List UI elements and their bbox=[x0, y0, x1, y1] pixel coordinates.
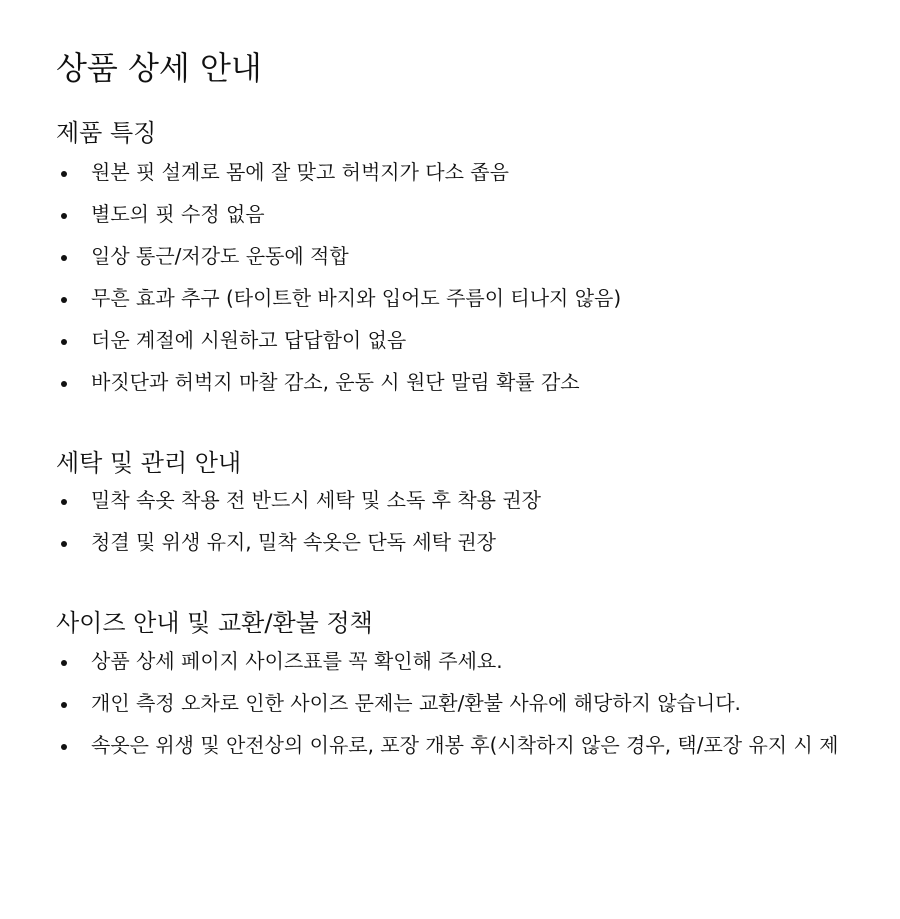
list-item-text: 별도의 핏 수정 없음 bbox=[91, 202, 265, 226]
list-item-text: 밀착 속옷 착용 전 반드시 세탁 및 소독 후 착용 권장 bbox=[91, 488, 541, 512]
bullet-icon bbox=[61, 381, 67, 387]
bullet-icon bbox=[61, 744, 67, 750]
list-item-text: 원본 핏 설계로 몸에 잘 맞고 허벅지가 다소 좁음 bbox=[91, 160, 509, 184]
list-item-text: 무흔 효과 추구 (타이트한 바지와 입어도 주름이 티나지 않음) bbox=[91, 286, 622, 310]
bullet-icon bbox=[61, 660, 67, 666]
bullet-icon bbox=[61, 339, 67, 345]
section-heading-features: 제품 특징 bbox=[56, 119, 157, 147]
list-item-text: 개인 측정 오차로 인한 사이즈 문제는 교환/환불 사유에 해당하지 않습니다. bbox=[91, 691, 741, 715]
bullet-icon bbox=[61, 702, 67, 708]
list-item-text: 속옷은 위생 및 안전상의 이유로, 포장 개봉 후(시착하지 않은 경우, 택/포장 유지 시 제 bbox=[91, 733, 839, 757]
bullet-icon bbox=[61, 171, 67, 177]
list-item-text: 상품 상세 페이지 사이즈표를 꼭 확인해 주세요. bbox=[91, 649, 503, 673]
bullet-icon bbox=[61, 213, 67, 219]
list-item-text: 더운 계절에 시원하고 답답함이 없음 bbox=[91, 328, 407, 352]
list-item-text: 일상 통근/저강도 운동에 적합 bbox=[91, 244, 349, 268]
bullet-icon bbox=[61, 297, 67, 303]
section-heading-care: 세탁 및 관리 안내 bbox=[56, 449, 242, 477]
page-title: 상품 상세 안내 bbox=[56, 49, 262, 87]
section-heading-size-policy: 사이즈 안내 및 교환/환불 정책 bbox=[56, 609, 373, 637]
bullet-icon bbox=[61, 255, 67, 261]
list-item-text: 바짓단과 허벅지 마찰 감소, 운동 시 원단 말림 확률 감소 bbox=[91, 370, 580, 394]
list-item-text: 청결 및 위생 유지, 밀착 속옷은 단독 세탁 권장 bbox=[91, 530, 496, 554]
bullet-icon bbox=[61, 499, 67, 505]
bullet-icon bbox=[61, 541, 67, 547]
